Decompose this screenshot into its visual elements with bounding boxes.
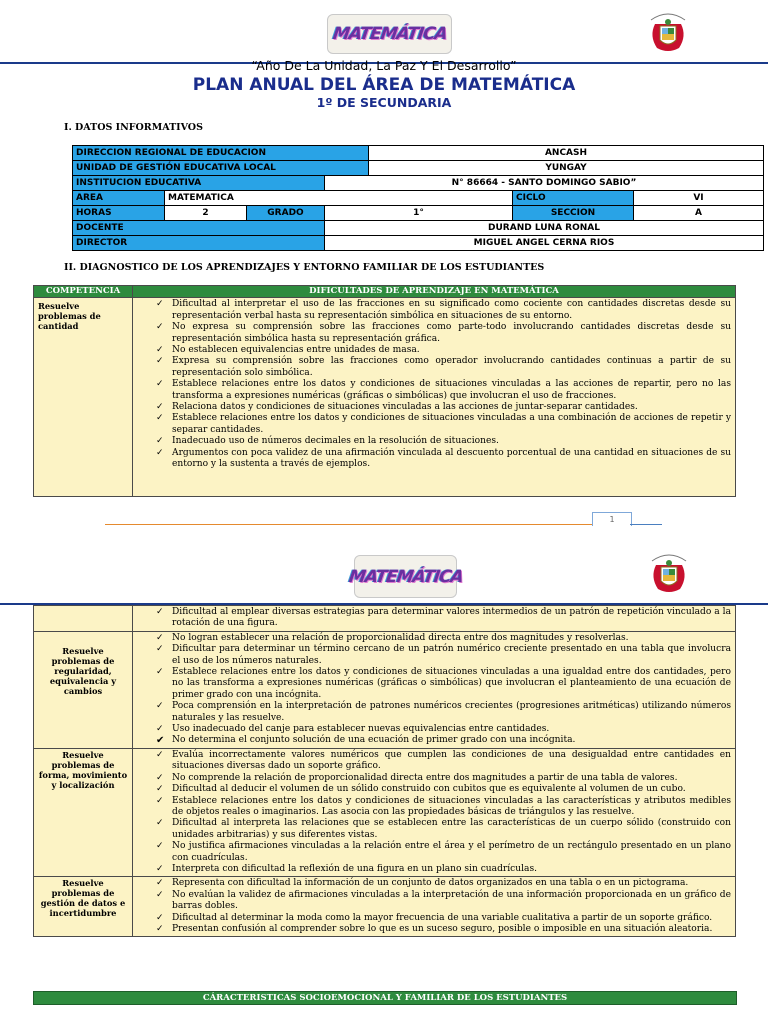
competencia-cell: [34, 606, 133, 632]
section-bar-socioemocional: CÁRACTERISTICAS SOCIOEMOCIONAL Y FAMILIAR DE LOS ESTUDIANTES: [33, 991, 737, 1005]
matematica-logo: [347, 555, 464, 598]
table-row: [34, 298, 736, 497]
page-number: 1: [592, 512, 632, 526]
datos-informativos-table: [72, 145, 764, 251]
section-heading-datos: I. DATOS INFORMATIVOS: [64, 122, 203, 133]
dificultad-item: ✓ Establece relaciones entre los datos y condiciones de situaciones vinculadas a una combinación de acciones de repetir y separar cantidades.: [134, 413, 731, 436]
table-row: [34, 748, 736, 876]
dificultad-item: ✓ Relaciona datos y condiciones de situaciones vinculadas a las acciones de juntar-separar cantidades.: [134, 402, 731, 413]
info-label: INSTITUCION EDUCATIVA: [73, 176, 325, 191]
competencia-cell: Resuelve problemas de regularidad, equivalencia y cambios: [34, 631, 133, 748]
dificultades-list: [134, 633, 734, 747]
info-value: N° 86664 - SANTO DOMINGO SABIO”: [325, 176, 764, 191]
dificultades-cell: [133, 606, 736, 632]
section-heading-diagnostico: II. DIAGNOSTICO DE LOS APRENDIZAJES Y ENTORNO FAMILIAR DE LOS ESTUDIANTES: [64, 262, 545, 273]
dificultades-list: [134, 607, 734, 630]
table-row: [34, 606, 736, 632]
logo-text: MATEMÁTICA: [347, 566, 464, 587]
competencia-cell: Resuelve problemas de gestión de datos e incertidumbre: [34, 877, 133, 937]
dificultad-item: ✓ Inadecuado uso de números decimales en la resolución de situaciones.: [134, 436, 731, 447]
dificultad-item: ✓ Argumentos con poca validez de una afirmación vinculada al descuento porcentual de una cantidad en situaciones de su entorno y la sustenta a través de ejemplos.: [134, 448, 731, 471]
dificultad-item: ✓ Evalúa incorrectamente valores numéricos que cumplen las condiciones de una desigualdad entre cantidades en situaciones diversas dado un soporte gráfico.: [134, 750, 731, 773]
info-label: GRADO: [247, 206, 325, 221]
dificultad-item: ✓ Uso inadecuado del canje para establecer nuevas equivalencias entre cantidades.: [134, 724, 731, 735]
dificultad-item: ✓ Establece relaciones entre los datos y condiciones de situaciones vinculadas a una igualdad entre dos cantidades, pero no las transforma a expresiones numéricas (gráficas o simbólicas) que involucran el planteamiento de una ecuación de primer grado con una incógnita.: [134, 667, 731, 701]
info-value: YUNGAY: [369, 161, 764, 176]
peru-crest-icon: [646, 547, 692, 597]
dificultades-cell: [133, 748, 736, 876]
info-label: DIRECTOR: [73, 236, 325, 251]
table-row: [73, 176, 764, 191]
info-label: DOCENTE: [73, 221, 325, 236]
dificultad-item: ✓ No justifica afirmaciones vinculadas a la relación entre el área y el perímetro de un rectángulo presentado en un plano con cuadrículas.: [134, 841, 731, 864]
motto: “Año De La Unidad, La Paz Y El Desarrollo”: [251, 58, 517, 73]
table-row: [73, 161, 764, 176]
info-value: 1°: [325, 206, 513, 221]
column-header-competencia: COMPETENCIA: [34, 286, 133, 298]
table-row: [73, 221, 764, 236]
dificultad-item: ✓ Establece relaciones entre los datos y condiciones de situaciones vinculadas a las acciones de repartir, pero no las transforma a expresiones numéricas (gráficas o simbólicas) que involucran el uso de fracciones.: [134, 379, 731, 402]
info-value: MIGUEL ANGEL CERNA RIOS: [325, 236, 764, 251]
dificultades-list: [134, 299, 734, 470]
info-label: DIRECCION REGIONAL DE EDUCACION: [73, 146, 369, 161]
info-value: MATEMATICA: [165, 191, 513, 206]
info-label: HORAS: [73, 206, 165, 221]
footer-rule: [105, 524, 592, 525]
page-subtitle: 1º DE SECUNDARIA: [316, 95, 452, 110]
diagnostico-table: [33, 285, 736, 497]
dificultad-item: ✓ Dificultad al interpreta las relaciones que se establecen entre las características de un cuerpo sólido (construido con unidades arbitrarias) y sus diferentes vistas.: [134, 818, 731, 841]
info-value: VI: [634, 191, 764, 206]
dificultad-item: ✓ Dificultad al emplear diversas estrategias para determinar valores intermedios de un patrón de repetición vinculado a la rotación de una figura.: [134, 607, 731, 630]
dificultad-item: ✓ Presentan confusión al comprender sobre lo que es un suceso seguro, posible o imposible en una situación aleatoria.: [134, 924, 731, 935]
dificultad-item: ✓ Expresa su comprensión sobre las fracciones como operador involucrando cantidades continuas a partir de su representación solo simbólica.: [134, 356, 731, 379]
table-row: [73, 146, 764, 161]
footer-rule-end: [630, 524, 662, 525]
dificultad-item: ✓ No comprende la relación de proporcionalidad directa entre dos magnitudes a partir de una tabla de valores.: [134, 773, 731, 784]
dificultad-item: ✓ Poca comprensión en la interpretación de patrones numéricos crecientes (progresiones aritméticas) utilizando números naturales y las resuelve.: [134, 701, 731, 724]
dificultades-cell: [133, 877, 736, 937]
dificultades-list: [134, 750, 734, 875]
dificultad-item: ✓ Dificultar para determinar un término cercano de un patrón numérico creciente presentado en una tabla que involucra el uso de los números naturales.: [134, 644, 731, 667]
dificultad-item: ✓ Representa con dificultad la información de un conjunto de datos organizados en una tabla o en un pictograma.: [134, 878, 731, 889]
matematica-logo: [327, 14, 452, 54]
info-label: CICLO: [513, 191, 634, 206]
table-header-row: [34, 286, 736, 298]
table-row: [34, 877, 736, 937]
table-row: [34, 631, 736, 748]
dificultad-item: ✓ Dificultad al determinar la moda como la mayor frecuencia de una variable cualitativa a partir de un soporte gráfico.: [134, 913, 731, 924]
info-label: UNIDAD DE GESTIÓN EDUCATIVA LOCAL: [73, 161, 369, 176]
info-label: AREA: [73, 191, 165, 206]
dificultad-item: ✓ No expresa su comprensión sobre las fracciones como parte-todo involucrando cantidades discretas desde su representación simbólica hasta su representación gráfica.: [134, 322, 731, 345]
dificultad-item: ✓ No evalúan la validez de afirmaciones vinculadas a la interpretación de una información proporcionada en un gráfico de barras dobles.: [134, 890, 731, 913]
info-label: SECCION: [513, 206, 634, 221]
info-value: 2: [165, 206, 247, 221]
competencia-cell: Resuelve problemas de cantidad: [34, 298, 133, 497]
info-value: A: [634, 206, 764, 221]
dificultad-item: ✓ Dificultad al deducir el volumen de un sólido construido con cubitos que es equivalente al volumen de un cubo.: [134, 784, 731, 795]
table-row: [73, 206, 764, 221]
peru-crest-icon: [645, 6, 691, 56]
page-title: PLAN ANUAL DEL ÁREA DE MATEMÁTICA: [192, 75, 576, 95]
info-value: ANCASH: [369, 146, 764, 161]
dificultades-list: [134, 878, 734, 935]
competencia-cell: Resuelve problemas de forma, movimiento y localización: [34, 748, 133, 876]
table-row: [73, 236, 764, 251]
table-row: [73, 191, 764, 206]
dificultad-item: ✓ No establecen equivalencias entre unidades de masa.: [134, 345, 731, 356]
diagnostico-table-continued: [33, 605, 736, 937]
info-value: DURAND LUNA RONAL: [325, 221, 764, 236]
dificultad-item: ✓ No logran establecer una relación de proporcionalidad directa entre dos magnitudes y resolverlas.: [134, 633, 731, 644]
logo-text: MATEMÁTICA: [331, 24, 448, 44]
dificultad-item: ✔ No determina el conjunto solución de una ecuación de primer grado con una incógnita.: [134, 735, 731, 746]
dificultad-item: ✓ Establece relaciones entre los datos y condiciones de situaciones vinculadas a las características y atributos medibles de objetos reales o imaginarios. Las asocia con las propiedades básicas de triángulos y las resuelve.: [134, 796, 731, 819]
column-header-dificultades: DIFICULTADES DE APRENDIZAJE EN MATEMÁTICA: [133, 286, 736, 298]
dificultades-cell: [133, 631, 736, 748]
dificultades-cell: [133, 298, 736, 497]
dificultad-item: ✓ Interpreta con dificultad la reflexión de una figura en un plano sin cuadrículas.: [134, 864, 731, 875]
dificultad-item: ✓ Dificultad al interpretar el uso de las fracciones en su significado como cociente con cantidades discretas desde su representación verbal hasta su representación simbólica en situaciones de su entorno.: [134, 299, 731, 322]
